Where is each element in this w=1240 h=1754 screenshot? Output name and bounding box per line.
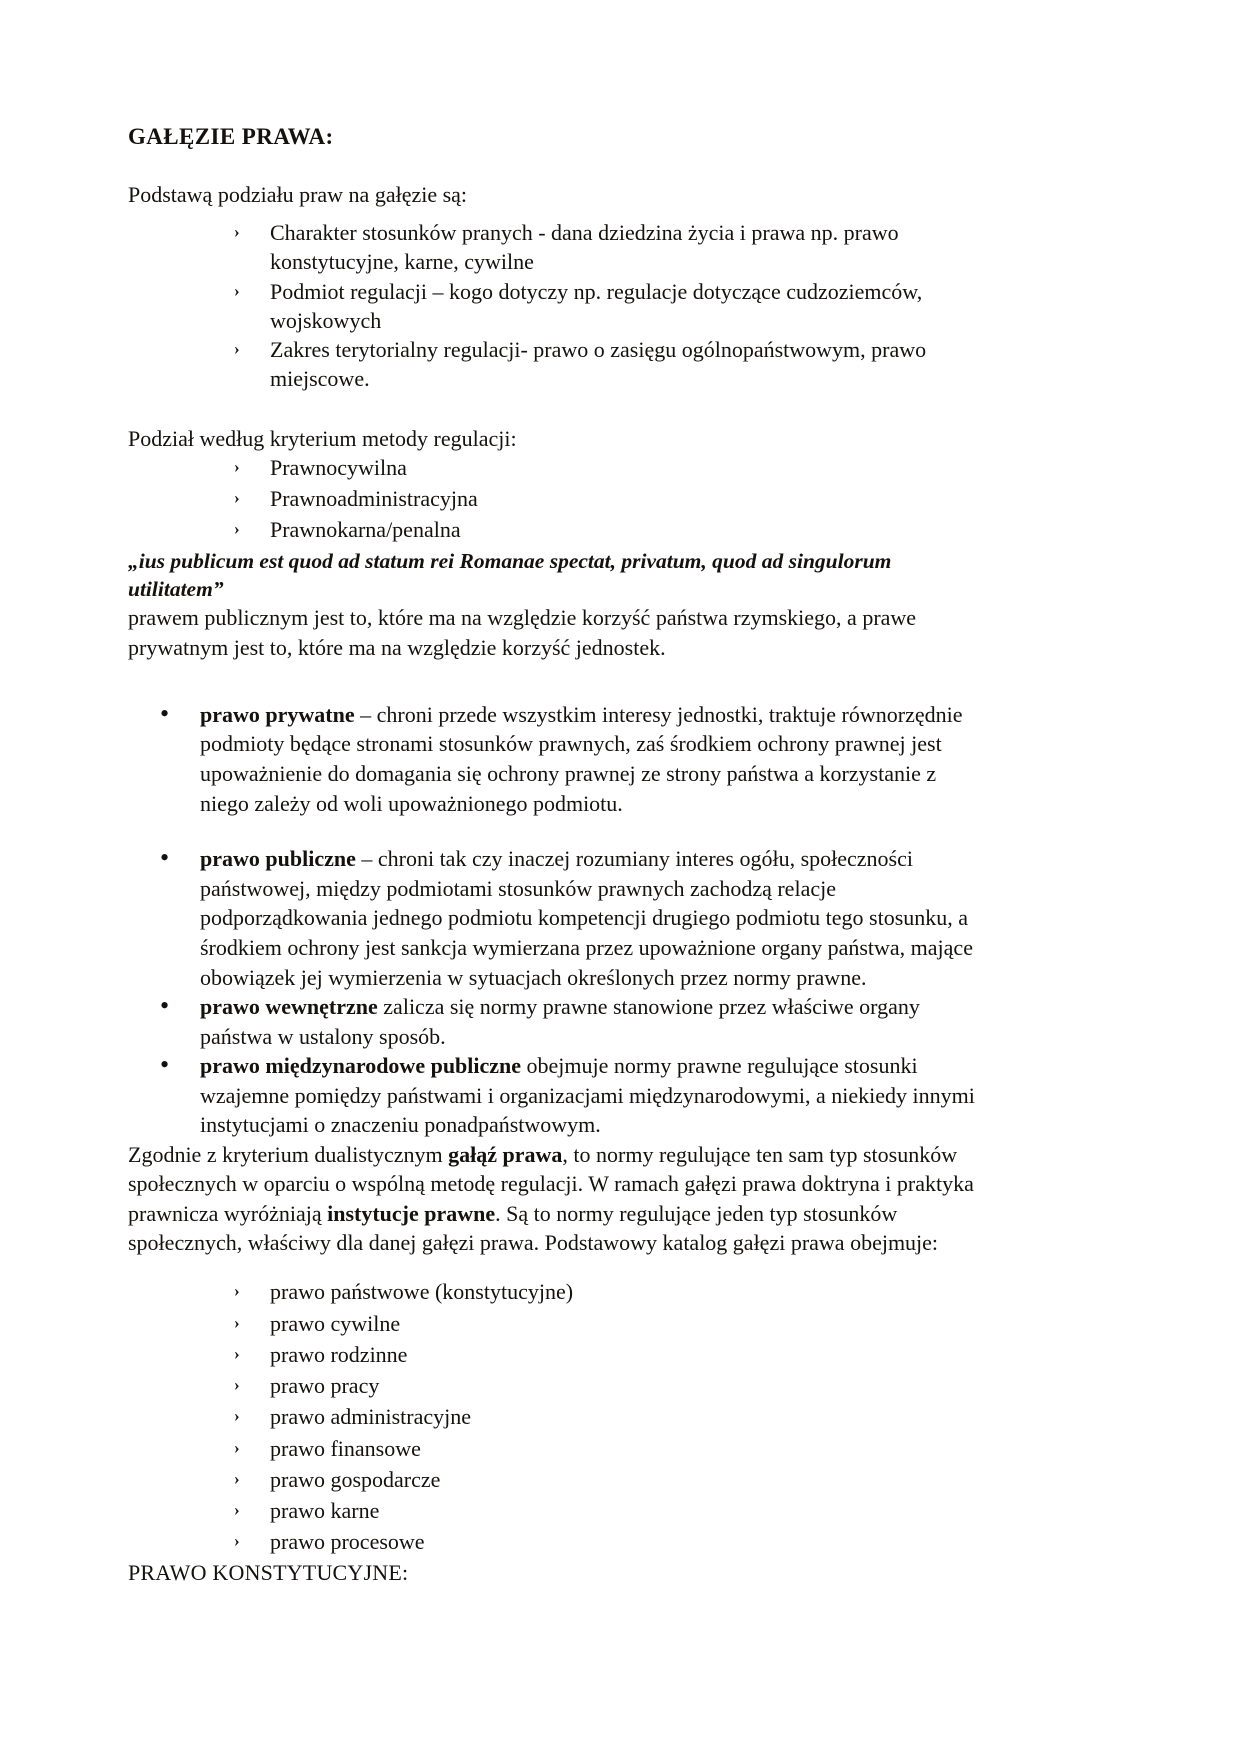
list-item-label: prawo finansowe [270,1435,421,1461]
definition-body: – chroni tak czy inaczej rozumiany interes ogółu, społeczności państwowej, między podmiotami stosunków prawnych zachodzą relacje podporządkowania jednego podmiotu kompetencji drugiego podmiotu tego stosunku, a środkiem ochrony jest sankcja wymierzana przez upoważnione organy państwa, mające obowiązek jej wymierzenia w sytuacjach określonych przez normy prawne. [200,846,973,990]
list-item-label: Zakres terytorialny regulacji- prawo o zasięgu ogólnopaństwowym, prawo miejscowe. [270,337,927,392]
bullet-icon: • [160,1050,170,1080]
definition-body: obejmuje normy prawne regulujące stosunki wzajemne pomiędzy państwami i organizacjami międzynarodowymi, a niekiedy innymi instytucjami o znaczeniu ponadpaństwowym. [200,1053,975,1138]
definitions-list [128,700,988,1140]
list-item [232,1309,988,1338]
bullet-icon: • [160,843,170,873]
list-item [232,515,988,544]
latin-translation-paragraph: prawem publicznym jest to, które ma na względzie korzyść państwa rzymskiego, a prawe prywatnym jest to, które ma na względzie korzyść jednostek. [128,605,917,660]
list-item-label: prawo pracy [270,1373,380,1399]
list-item-label: prawo państwowe (konstytucyjne) [270,1279,574,1305]
definition-term: prawo prywatne [200,701,355,727]
closing-part-2: , to normy regulujące ten sam typ stosunków społecznych w oparciu o wspólną metodę regulacji. W ramach gałęzi prawa doktryna i praktyka prawnicza wyróżniają [128,1141,974,1226]
list-item-label: prawo procesowe [270,1529,425,1555]
definition-term: prawo międzynarodowe publiczne [200,1053,522,1079]
definition-body: zalicza się normy prawne stanowione przez właściwe organy państwa w ustalony sposób. [200,994,920,1049]
chevron-icon: › [234,1468,240,1488]
list-item [232,1434,988,1463]
chevron-icon: › [234,222,240,242]
closing-paragraph [128,1140,988,1257]
list-item-label: prawo administracyjne [270,1404,471,1430]
method-list [232,453,988,545]
list-item [156,992,988,1051]
chevron-icon: › [234,1406,240,1426]
list-item [232,1465,988,1494]
criteria-list [232,218,988,394]
list-item [232,453,988,482]
chevron-icon: › [234,488,240,508]
list-item-label: Prawnokarna/penalna [270,517,461,543]
list-item [232,1277,988,1306]
closing-part-3: . Są to normy regulujące jeden typ stosunków społecznych, właściwy dla danej gałęzi prawa. Podstawowy katalog gałęzi prawa obejmuje: [128,1200,939,1256]
footer-heading: PRAWO KONSTYTUCYJNE: [128,1559,409,1585]
list-item [232,277,988,336]
list-item [232,1527,988,1556]
list-item [232,1496,988,1525]
list-item-label: prawo rodzinne [270,1341,408,1367]
definition-term: prawo publiczne [200,846,356,872]
list-item [156,1051,988,1140]
list-item-label: prawo karne [270,1498,380,1524]
chevron-icon: › [234,1437,240,1457]
list-item-label: Prawnoadministracyjna [270,486,478,512]
chevron-icon: › [234,1531,240,1551]
document-content [128,122,988,1587]
chevron-icon: › [234,280,240,300]
definition-term: prawo wewnętrzne [200,994,378,1020]
chevron-icon: › [234,1343,240,1363]
method-lead-paragraph: Podział według kryterium metody regulacji: [128,425,517,451]
list-item [232,1371,988,1400]
closing-bold-1: gałąź prawa [448,1141,563,1167]
chevron-icon: › [234,1281,240,1301]
list-item [232,218,988,277]
bullet-icon: • [160,698,170,728]
closing-part-1: Zgodnie z kryterium dualistycznym [128,1141,449,1167]
closing-bold-2: instytucje prawne [327,1200,496,1226]
list-item [232,335,988,394]
chevron-icon: › [234,456,240,476]
bullet-icon: • [160,991,170,1021]
list-item [156,700,988,818]
list-item-label: Podmiot regulacji – kogo dotyczy np. regulacje dotyczące cudzoziemców, wojskowych [270,278,923,333]
list-item-label: Charakter stosunków pranych - dana dziedzina życia i prawa np. prawo konstytucyjne, karne, cywilne [270,220,899,275]
list-item-label: prawo cywilne [270,1310,401,1336]
chevron-icon: › [234,1312,240,1332]
list-item [232,1340,988,1369]
chevron-icon: › [234,1500,240,1520]
page-title: GAŁĘZIE PRAWA: [128,124,334,149]
intro-lead-paragraph: Podstawą podziału praw na gałęzie są: [128,181,468,207]
list-item [232,484,988,513]
list-item [156,844,988,992]
chevron-icon: › [234,1375,240,1395]
branches-list [232,1277,988,1556]
list-item-label: prawo gospodarcze [270,1466,441,1492]
definition-body: – chroni przede wszystkim interesy jednostki, traktuje równorzędnie podmioty będące stronami stosunków prawnych, zaś środkiem ochrony prawnej jest upoważnienie do domagania się ochrony prawnej ze strony państwa a korzystanie z niego zależy od woli upoważnionego podmiotu. [200,701,963,816]
chevron-icon: › [234,519,240,539]
latin-quote: „ius publicum est quod ad statum rei Romanae spectat, privatum, quod ad singulorum utilitatem” [128,548,892,602]
list-item-label: Prawnocywilna [270,454,407,480]
chevron-icon: › [234,339,240,359]
list-item [232,1402,988,1431]
